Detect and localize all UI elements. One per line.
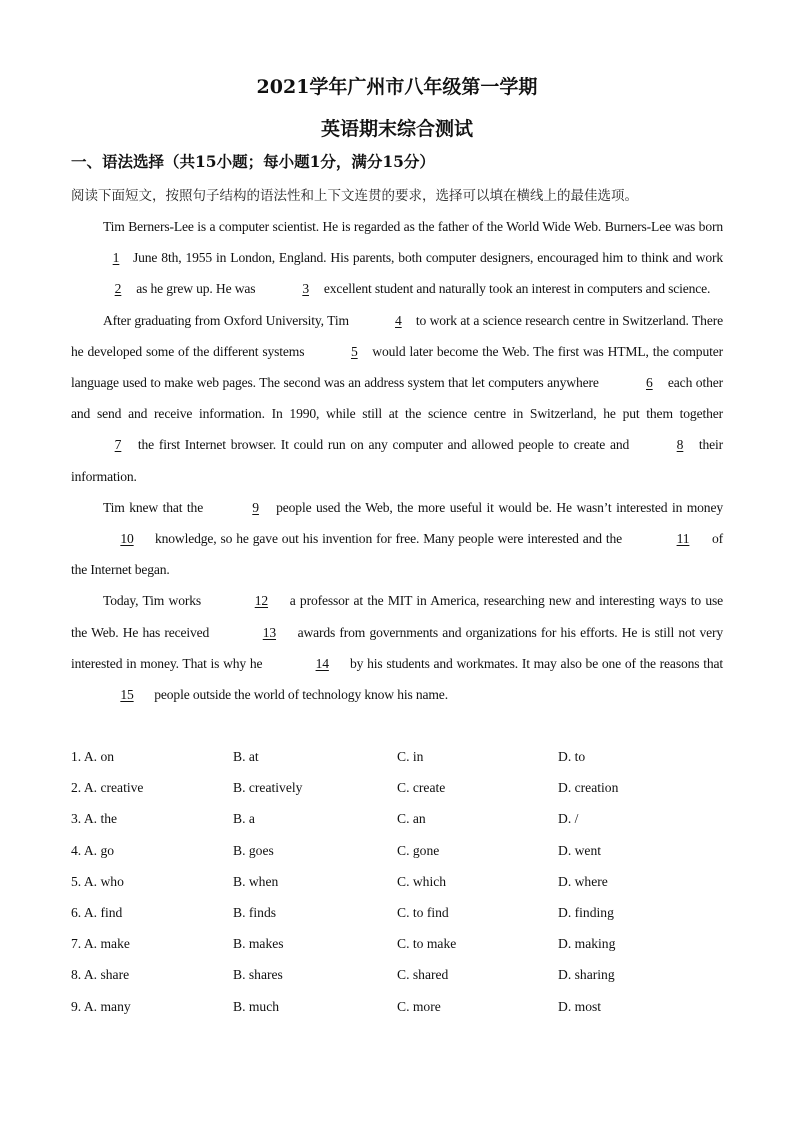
option-d: D. to [558, 749, 586, 764]
blank-1: 1 [112, 250, 120, 266]
option-c: C. create [397, 780, 446, 796]
option-b: B. shares [233, 967, 283, 983]
passage-text: people outside the world of technology know his name. [151, 687, 448, 703]
exam-title-line1: 2021学年广州市八年级第一学期 [256, 76, 538, 98]
question-2-options [71, 772, 731, 803]
option-d: D. finding [558, 904, 614, 920]
option-a: 8. A. share [71, 967, 130, 983]
blank-9: 9 [252, 499, 259, 515]
option-b: B. finds [233, 904, 277, 920]
option-c: C. shared [397, 967, 449, 983]
blank-14: 14 [315, 655, 329, 671]
option-c: C. in [397, 749, 424, 764]
passage-text: each other and send and receive information. In 1990, while still at the science centre in Switzerland, he put them together [71, 375, 723, 422]
option-a: 1. A. on [71, 749, 115, 764]
passage-text: knowledge, so he gave out his invention for free. Many people were interested and the [151, 531, 626, 547]
option-d: D. creation [558, 780, 619, 796]
option-a: 5. A. who [71, 873, 124, 889]
blank-2: 2 [114, 281, 122, 297]
option-a: 6. A. find [71, 904, 123, 920]
passage-text: their information. [71, 437, 723, 484]
option-c: C. an [397, 811, 426, 827]
option-d: D. making [558, 936, 616, 952]
passage-text: to work at a science research centre in Switzerland. There he developed some of the different systems [71, 312, 723, 359]
blank-8: 8 [676, 437, 684, 453]
option-b: B. goes [233, 842, 274, 858]
passage-text: the first Internet browser. It could run on any computer and allowed people to create and [133, 437, 634, 453]
passage-text: Today, Tim works [103, 593, 206, 609]
passage-text: would later become the Web. The first was HTML, the computer language used to make web pages. The second was an address system that let computers anywhere [71, 343, 723, 391]
option-b: B. when [233, 873, 279, 889]
blank-11: 11 [676, 531, 690, 547]
option-c: C. more [397, 998, 441, 1014]
option-b: B. makes [233, 936, 284, 952]
question-4-options [71, 835, 731, 866]
passage-text: as he grew up. He was [133, 281, 259, 297]
option-a: 9. A. many [71, 998, 131, 1014]
blank-3: 3 [302, 281, 309, 297]
option-c: C. to make [397, 936, 457, 952]
passage-text: excellent student and naturally took an interest in computers and science. [320, 281, 711, 297]
question-6-options [71, 897, 731, 928]
option-d: D. where [558, 873, 608, 889]
blank-10: 10 [120, 531, 134, 547]
option-d: D. went [558, 842, 602, 858]
question-9-options [71, 991, 731, 1022]
passage-text: June 8th, 1955 in London, England. His parents, both computer designers, encouraged him to think and work [129, 250, 723, 266]
option-b: B. a [233, 811, 255, 827]
blank-13: 13 [262, 624, 277, 640]
option-d: D. / [558, 811, 579, 827]
blank-12: 12 [254, 593, 269, 609]
passage-text: Tim Berners-Lee is a computer scientist. He is regarded as the father of the World Wide Web. Burners-Lee was born [103, 219, 723, 234]
passage-text: by his students and workmates. It may also be one of the reasons that [346, 655, 723, 671]
option-b: B. creatively [233, 780, 303, 796]
section-instruction: 阅读下面短文，按照句子结构的语法性和上下文连贯的要求，选择可以填在横线上的最佳选项。 [71, 188, 638, 204]
blank-15: 15 [120, 687, 134, 703]
passage-text: awards from governments and organizations for his efforts. He is still not very interested in money. That is why he [71, 624, 724, 671]
option-d: D. most [558, 998, 602, 1014]
passage-paragraph-2 [71, 305, 723, 492]
option-a: 2. A. creative [71, 780, 144, 796]
cloze-passage [71, 211, 723, 710]
blank-5: 5 [350, 343, 358, 359]
passage-paragraph-3 [71, 492, 723, 586]
option-b: B. much [233, 998, 280, 1014]
passage-text: a professor at the MIT in America, researching new and interesting ways to use the Web. He has received [71, 593, 723, 640]
section-heading: 一、语法选择（共15小题；每小题1分，满分15分） [71, 152, 435, 171]
question-5-options [71, 866, 731, 897]
blank-6: 6 [646, 375, 653, 391]
blank-4: 4 [395, 312, 402, 328]
option-d: D. sharing [558, 967, 615, 983]
option-a: 3. A. the [71, 811, 118, 827]
blank-7: 7 [114, 437, 122, 453]
question-7-options [71, 928, 731, 959]
question-1-options [71, 741, 731, 772]
passage-text: After graduating from Oxford University, Tim [103, 312, 353, 328]
exam-title-line2: 英语期末综合测试 [320, 118, 473, 140]
answer-options [71, 741, 731, 1022]
passage-text: Tim knew that the [103, 499, 208, 515]
option-a: 7. A. make [71, 936, 130, 952]
question-3-options [71, 803, 731, 834]
passage-paragraph-1 [71, 211, 723, 305]
option-b: B. at [233, 749, 259, 764]
passage-paragraph-4 [71, 585, 723, 710]
option-a: 4. A. go [71, 842, 115, 858]
option-c: C. which [397, 873, 447, 889]
question-8-options [71, 959, 731, 990]
passage-text: of the Internet began. [71, 531, 723, 578]
option-c: C. to find [397, 904, 449, 920]
option-c: C. gone [397, 842, 440, 858]
passage-text: people used the Web, the more useful it would be. He wasn’t interested in money [271, 499, 723, 515]
